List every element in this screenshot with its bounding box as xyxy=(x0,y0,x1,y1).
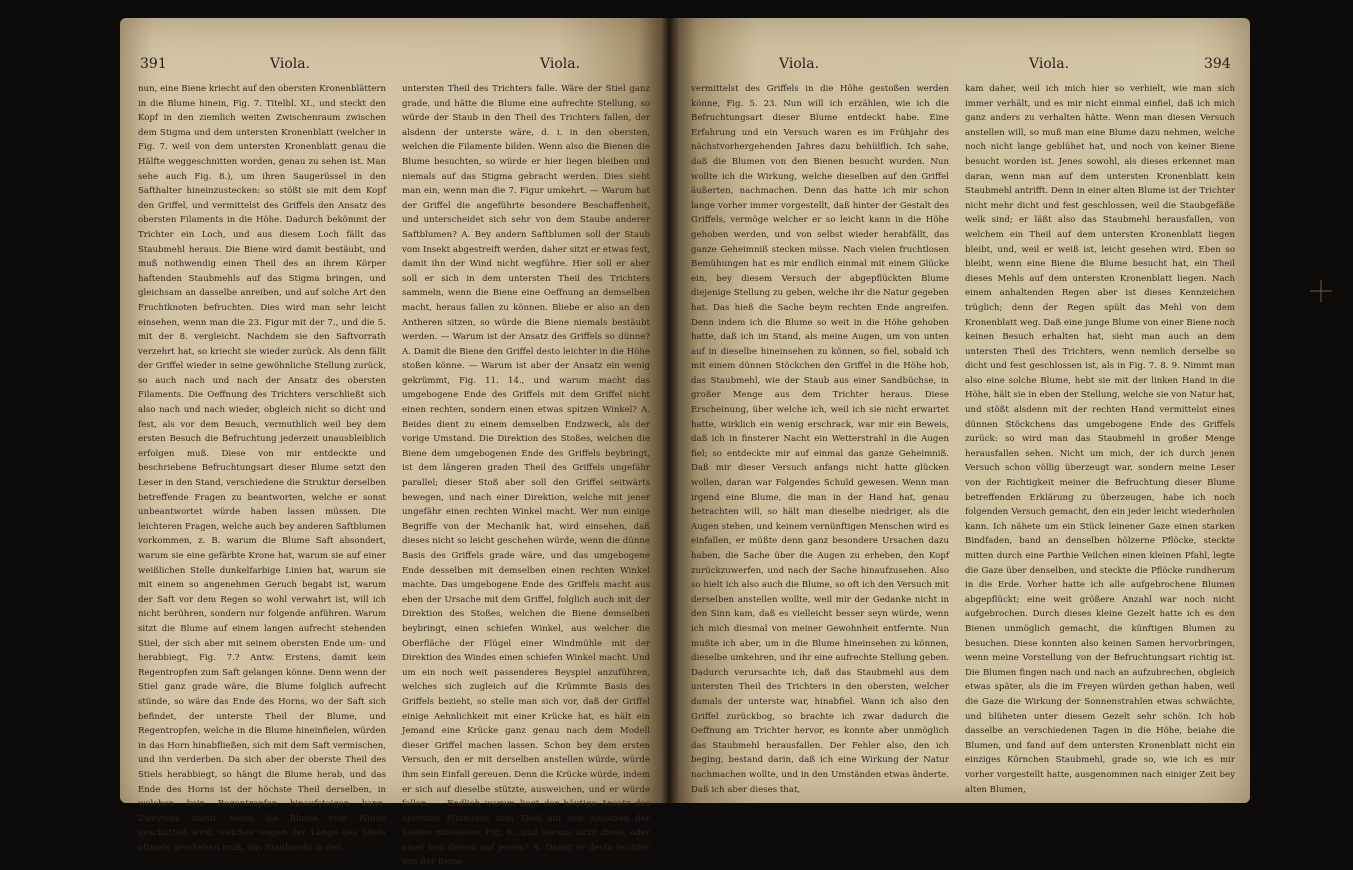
left-col1-text: nun, eine Biene kriecht auf den obersten Kronenblättern in die Blume hinein, Fig. 7. Titelbl. XI., und steckt den Kopf in den ziemlich weiten Zwischenraum zwischen dem Stigma und dem untersten Kronenblatt (welcher in Fig. 7. weil von dem untersten Kronenblatt genau die Hälfte weggeschnitten worden, genau zu sehen ist. Man sehe auch Fig. 8.), um ihren Saugerüssel in den Safthalter hineinzustecken: so stößt sie mit dem Kopf den Griffel, und vermittelst des Griffels den Ansatz des obersten Filaments in die Höhe. Dadurch bekömmt der Trichter ein Loch, und aus diesem Loch fällt das Staubmehl heraus. Die Biene wird damit bestäubt, und muß nothwendig einen Theil des an ihrem Körper haftenden Staubmehls auf das Stigma bringen, und gleichsam an dasselbe anreiben, und auf solche Art den Fruchtknoten befruchten. Dies wird man sehr leicht einsehen, wenn man die 23. Figur mit der 7., und die 5. mit der 8. vergleicht. Nachdem sie den Saftvorrath verzehrt hat, so kriecht sie wieder zurück. Als denn fällt der Griffel wieder in seine gewöhnliche Stellung zurück, so auch nach und nach der Ansatz des obersten Filaments. Die Oeffnung des Trichters verschließt sich also nach und nach wieder, obgleich nicht so dicht und fest, als vor dem Besuch, vermuthlich weil bey dem ersten Besuch die Befruchtung jederzeit unausbleiblich erfolgen muß. Diese von mir entdeckte und beschriebene Befruchtungsart dieser Blume setzt den Leser in den Stand, verschiedene die Struktur derselben betreffende Fragen zu beantworten, welche er sonst unbeantwortet würde haben lassen müssen. Die leichteren Fragen, welche auch bey anderen Saftblumen vorkommen, z. B. warum die Blume Saft absondert, warum sie eine gefärbte Krone hat, warum sie auf einer weißlichen Stelle dunkelfarbige Linien hat, warum sie mit einem so angenehmen Geruch begabt ist, warum der Saft vor dem Regen so wohl verwahrt ist, will ich nicht berühren, sondern nur folgende anführen. Warum sitzt die Blume auf einem langen aufrecht stehenden Stiel, der sich aber mit seinem obersten Ende um- und herabbiegt, Fig. 7.? Antw. Erstens, damit kein Regentropfen zum Saft gelangen könne. Denn wenn der Stiel ganz grade wäre, die Blume folglich aufrecht stünde, so wäre das Ende des Horns, wo der Saft sich befindet, der unterste Theil der Blume, und Regentropfen, welche in die Blume hineinfielen, würden in das Horn hinabfließen, sich mit dem Saft vermischen, und ihn verderben. Da sich aber der oberste Theil des Stiels herabbiegt, so hängt die Blume herab, und das Ende des Horns ist der höchste Theil derselben, in welchen kein Regentropfen hinaufsteigen kann. Zweytens damit, wenn die Blume vom Winde geschüttelt wird, welches wegen der Länge des Stiels oftmals geschehen muß, das Staubmehl in den xyxy=(138,84,386,853)
crosshair-icon xyxy=(1310,280,1332,302)
right-page xyxy=(669,18,1250,803)
right-page-head-right: Viola. xyxy=(1029,56,1070,72)
book-gutter xyxy=(660,18,678,803)
left-col2-text: untersten Theil des Trichters falle. Wäre der Stiel ganz grade, und hätte die Blume eine aufrechte Stellung, so würde der Staub in den Theil des Trichters fallen, der alsdenn der unterste wäre, d. i. in den obersten, welchen die Filamente bilden. Wenn also die Bienen die Blume besuchten, so würde er hier liegen bleiben und niemals auf das Stigma gebracht werden. Dies sieht man ein, wenn man die 7. Figur umkehrt. — Warum hat der Griffel die angeführte besondere Beschaffenheit, und unterscheidet sich sehr von dem Staube anderer Saftblumen? A. Bey andern Saftblumen soll der Staub vom Insekt abgestreift werden, daher sitzt er etwas fest, damit ihn der Wind nicht wegführe. Hier soll er aber soll er sich in dem untersten Theil des Trichters sammeln, wenn die Biene eine Oeffnung an demselben macht, heraus fallen zu können. Bliebe er also an den Antheren sitzen, so würde die Biene niemals bestäubt werden. — Warum ist der Ansatz des Griffels so dünne? A. Damit die Biene den Griffel desto leichter in die Höhe stoßen könne. — Warum ist aber der Ansatz ein wenig gekrümmt, Fig. 11. 14., und warum macht das umgebogene Ende des Griffels mit dem Griffel nicht einen rechten, sondern einen etwas spitzen Winkel? A. Beides dient zu einem demselben Endzweck, als der vorige Umstand. Die Direktion des Stoßes, welchen die Biene dem umgebogenen Ende des Griffels beybringt, ist dem längeren graden Theil des Griffels ungefähr parallel; dieser Stoß aber soll den Griffel seitwärts bewegen, und nach einer Direktion, welche mit jener ungefähr einen rechten Winkel macht. Wer nun einige Begriffe von der Mechanik hat, wird einsehen, daß dieses nicht so leicht geschehen würde, wenn die dünne Basis des Griffels grade wäre, und das umgebogene Ende desselben mit demselben einen rechten Winkel machte. Das umgebogene Ende des Griffels macht aus eben der Ursache mit dem Griffel, folglich auch mit der Direktion des Stoßes, welchen die Biene demselben beybringt, einen schiefen Winkel, aus welcher die Oberfläche der Flügel einer Windmühle mit der Direktion des Windes einen schiefen Winkel macht. Und um ein noch weit passenderes Beyspiel anzuführen, welches sich zugleich auf die Krümmte Basis des Griffels bezieht, so stelle man sich vor, daß der Griffel einige Aehnlichkeit mit einer Krücke hat, es hält ein Jemand eine Krücke ganz genau nach dem Modell dieser Griffel machen lassen. Schon bey dem ersten Versuch, den er mit derselben anstellen würde, würde ihm sein Einfall gereuen. Denn die Krücke würde, indem er sich auf dieselbe stützte, ausweichen, und er würde fallen. — Endlich warum liegt der häutige Ansatz des obersten Filaments zum Theil auf den Ansätzen der beiden mittelsten, Fig. 9., und warum nicht diese, oder einer von diesen auf jenem? A. Damit er desto leichter von der Biene xyxy=(402,84,650,868)
right-col1-text: vermittelst des Griffels in die Höhe gestoßen werden könne, Fig. 5. 23. Nun will ich erzählen, wie ich die Befruchtungsart dieser Blume entdeckt habe. Eine Erfahrung und ein Versuch waren es im Frühjahr des nächstvorhergehenden Jahres dazu behülflich. Ich sahe, daß die Blumen von den Bienen besucht wurden. Nun wollte ich die Wirkung, welche dieselben auf den Griffel äußerten, nachmachen. Denn das hatte ich mir schon lange vorher immer vorgestellt, daß hinter der Gestalt des Griffels, vermöge welcher er so leicht kann in die Höhe gehoben werden, und von selbst wieder herabfällt, das ganze Geheimniß stecken müsse. Nach vielen fruchtlosen Bemühungen hat es mir endlich einmal mit einem Glücke ein, bey diesem Versuch der abgepflückten Blume diejenige Stellung zu geben, welche ihr die Natur gegeben hat. Das hieß die Sache beym rechten Ende angreifen. Denn indem ich die Blume so weit in die Höhe gehoben hatte, daß ich im Stand, als meine Augen, um von unten auf in dieselbe hineinsehen zu können, so fiel, sobald ich mit einem dünnen Stöckchen den Griffel in die Höhe hob, das Staubmehl, wie der Staub aus einer Sandbüchse, in großer Menge aus dem Trichter heraus. Diese Erscheinung, über welche ich, weil ich sie nicht erwartet hatte, wirklich ein wenig erschrack, war mir ein Beweis, daß ich in finsterer Nacht ein Wetterstrahl in die Augen fiel; so entdeckte mir auf einmal das ganze Geheimniß. Daß mir dieser Versuch anfangs nicht hatte glücken wollen, daran war Folgendes Schuld gewesen. Wenn man irgend eine Blume, die man in der Hand hat, genau betrachten will, so hält man dieselbe niedriger, als die Augen stehen, und keinem vernünftigen Menschen wird es einfallen, er müßte denn ganz besondere Ursachen dazu haben, die Sache über die Augen zu erheben, den Kopf zurückzuwerfen, und nach der Sache hinaufzusehen. Also so hielt ich also auch die Blume, so oft ich den Versuch mit derselben anstellen wollte, weil mir der Gedanke nicht in den Sinn kam, daß es vielleicht besser seyn würde, wenn ich mich diesmal von meiner Gewohnheit entfernte. Nun mußte ich aber, um in die Blume hineinsehen zu können, dieselbe umkehren, und ihr eine aufrechte Stellung geben. Dadurch verursachte ich, daß das Staubmehl aus dem untersten Theil des Trichters in den obersten, welcher damals der unterste war, hinabfiel. Wann ich also den Griffel zurückbog, so brachte ich zwar dadurch die Oeffnung am Trichter hervor, es konnte aber unmöglich das Staubmehl herausfallen. Der Fehler also, den ich beging, bestand darin, daß ich eine Wirkung der Natur nachmachen wollte, und in den Umständen etwas änderte. Daß ich aber dieses that, xyxy=(691,84,949,795)
left-page-head-right: Viola. xyxy=(540,56,581,72)
right-col2-text: kam daher, weil ich mich hier so verhielt, wie man sich immer verhält, und es mir nicht einmal einfiel, daß ich mich ganz anders zu verhalten hätte. Wenn man diesen Versuch anstellen will, so muß man eine Blume dazu nehmen, welche noch nicht lange geblühet hat, und noch von keiner Biene besucht worden ist. Jenes sowohl, als dieses erkennet man daran, wenn man auf dem untersten Kronenblatt kein Staubmehl antrifft. Denn in einer alten Blume ist der Trichter nicht mehr dicht und fest geschlossen, weil die Staubgefäße welk sind; er läßt also das Staubmehl herausfallen, von welchem ein Theil auf dem untersten Kronenblatt liegen bleibt, und, weil er weiß ist, leicht gesehen wird. Eben so bleibt, wenn eine Biene die Blume besucht hat, ein Theil dieses Mehls auf dem untersten Kronenblatt liegen. Nach einem anhaltenden Regen aber ist dieses Kennzeichen trüglich; denn der Regen spült das Mehl von dem Kronenblatt weg. Daß eine junge Blume von einer Biene noch keinen Besuch erhalten hat, sieht man auch an dem untersten Theil des Trichters, wenn nemlich derselbe so dicht und fest geschlossen ist, als in Fig. 7. 8. 9. Nimmt man also eine solche Blume, hebt sie mit der linken Hand in die Höhe, hält sie in eben der Stellung, welche sie von Natur hat, und stößt alsdenn mit der rechten Hand vermittelst eines dünnen Stöckchens das umgebogene Ende des Griffels zurück: so wird man das Staubmehl in großer Menge herausfallen sehen. Nicht um mich, der ich durch jenen Versuch schon völlig überzeugt war, sondern meine Leser von der Richtigkeit meiner die Befruchtung dieser Blume betreffenden Erklärung zu überzeugen, habe ich noch folgenden Versuch gemacht, den ein jeder leicht wiederholen kann. Ich nähete um ein Stück leinener Gaze einen starken Bindfaden, band an denselben hölzerne Pflöcke, steckte mitten durch eine Parthie Veilchen einen kleinen Pfahl, legte die Gaze über denselben, und steckte die Pflöcke rundherum in die Erde. Vorher hatte ich alle aufgebrochene Blumen abgepflückt; eine weit größere Anzahl war noch nicht aufgebrochen. Durch dieses kleine Gezelt hatte ich es den Bienen unmöglich gemacht, die künftigen Blumen zu besuchen. Diese konnten also keinen Samen hervorbringen, wenn meine Vorstellung von der Befruchtungsart richtig ist. Die Blumen fingen nach und nach an aufzubrechen, obgleich etwas später, als die im Freyen würden gethan haben, weil die Gaze die Wirkung der Sonnenstrahlen etwas schwächte, und blüheten unter diesem Gezelt sehr schön. Ich hob dasselbe an verschiedenen Tagen in die Höhe, beiahe die Blumen, und fand auf dem untersten Kronenblatt nicht ein einziges Körnchen Staubmehl, grade so, wie ich es mir vorher vorgestellt hatte, ausgenommen nach einiger Zeit bey alten Blumen, xyxy=(965,84,1235,795)
left-page-column-2 xyxy=(402,82,650,868)
right-page-number: 394 xyxy=(1204,56,1231,72)
right-page-column-2 xyxy=(965,82,1235,797)
open-book xyxy=(120,18,1250,868)
left-page xyxy=(120,18,665,868)
right-page-column-1 xyxy=(691,82,949,797)
left-page-number: 391 xyxy=(140,56,167,72)
right-page-head-left: Viola. xyxy=(779,56,820,72)
left-page-head-left: Viola. xyxy=(270,56,311,72)
left-page-column-1 xyxy=(138,82,386,853)
